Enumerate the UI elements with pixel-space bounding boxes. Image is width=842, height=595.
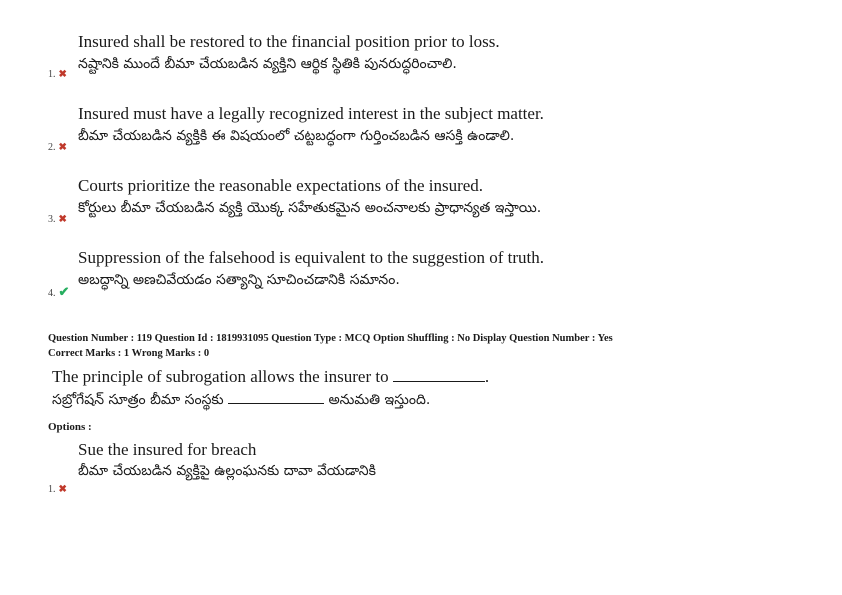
option-number	[48, 142, 67, 153]
option-text-en: Sue the insured for breach	[78, 440, 257, 459]
question-text-en	[52, 367, 489, 387]
option-number	[48, 69, 67, 80]
option-text-en: Courts prioritize the reasonable expectations of the insured.	[78, 176, 484, 195]
option-text-te: బీమా చేయబడిన వ్యక్తికి ఈ విషయంలో చట్టబద్ధంగా గుర్తించబడిన ఆసక్తి ఉండాలి.	[78, 128, 515, 144]
option-number	[48, 484, 67, 495]
option-text-te: నష్టానికి ముందే బీమా చేయబడిన వ్యక్తిని ఆర్థిక స్థితికి పునరుద్ధరించాలి.	[78, 56, 457, 72]
wrong-cross-icon: ✖	[58, 484, 67, 495]
option-number-label: 1.	[48, 69, 56, 80]
answer-blank	[393, 367, 485, 382]
question-text-en-start: The principle of subrogation allows the insurer to	[52, 367, 389, 386]
option-text-en: Suppression of the falsehood is equivalent to the suggestion of truth.	[78, 248, 545, 267]
question-text-te-end: అనుమతి ఇస్తుంది.	[328, 392, 431, 408]
option-number-label: 4.	[48, 288, 56, 299]
question-text-te	[52, 389, 430, 411]
question-text-en-end: .	[484, 367, 490, 386]
option-text-te: అబద్ధాన్ని అణచివేయడం సత్యాన్ని సూచించడానికి సమానం.	[78, 272, 400, 288]
option-number-label: 1.	[48, 484, 56, 495]
wrong-cross-icon: ✖	[58, 214, 67, 225]
option-text-te: బీమా చేయబడిన వ్యక్తిపై ఉల్లంఘనకు దావా వేయడానికి	[78, 463, 376, 479]
question-text-te-start: సబ్రోగేషన్ సూత్రం బీమా సంస్థకు	[52, 392, 224, 408]
question-meta: Question Number : 119 Question Id : 1819931095 Question Type : MCQ Option Shuffling : No Display Question Number : Yes	[48, 333, 613, 344]
options-label: Options :	[48, 421, 92, 433]
wrong-cross-icon: ✖	[58, 69, 67, 80]
answer-blank-te	[228, 389, 324, 404]
option-number-label: 3.	[48, 214, 56, 225]
wrong-cross-icon: ✖	[58, 142, 67, 153]
option-number	[48, 214, 67, 225]
option-number	[48, 284, 69, 300]
correct-check-icon: ✔	[58, 284, 70, 299]
question-marks: Correct Marks : 1 Wrong Marks : 0	[48, 348, 210, 359]
option-text-en: Insured shall be restored to the financial position prior to loss.	[78, 32, 500, 51]
option-text-te: కోర్టులు బీమా చేయబడిన వ్యక్తి యొక్క సహేతుకమైన అంచనాలకు ప్రాధాన్యత ఇస్తాయి.	[78, 200, 542, 216]
option-number-label: 2.	[48, 142, 56, 153]
option-text-en: Insured must have a legally recognized interest in the subject matter.	[78, 104, 544, 123]
